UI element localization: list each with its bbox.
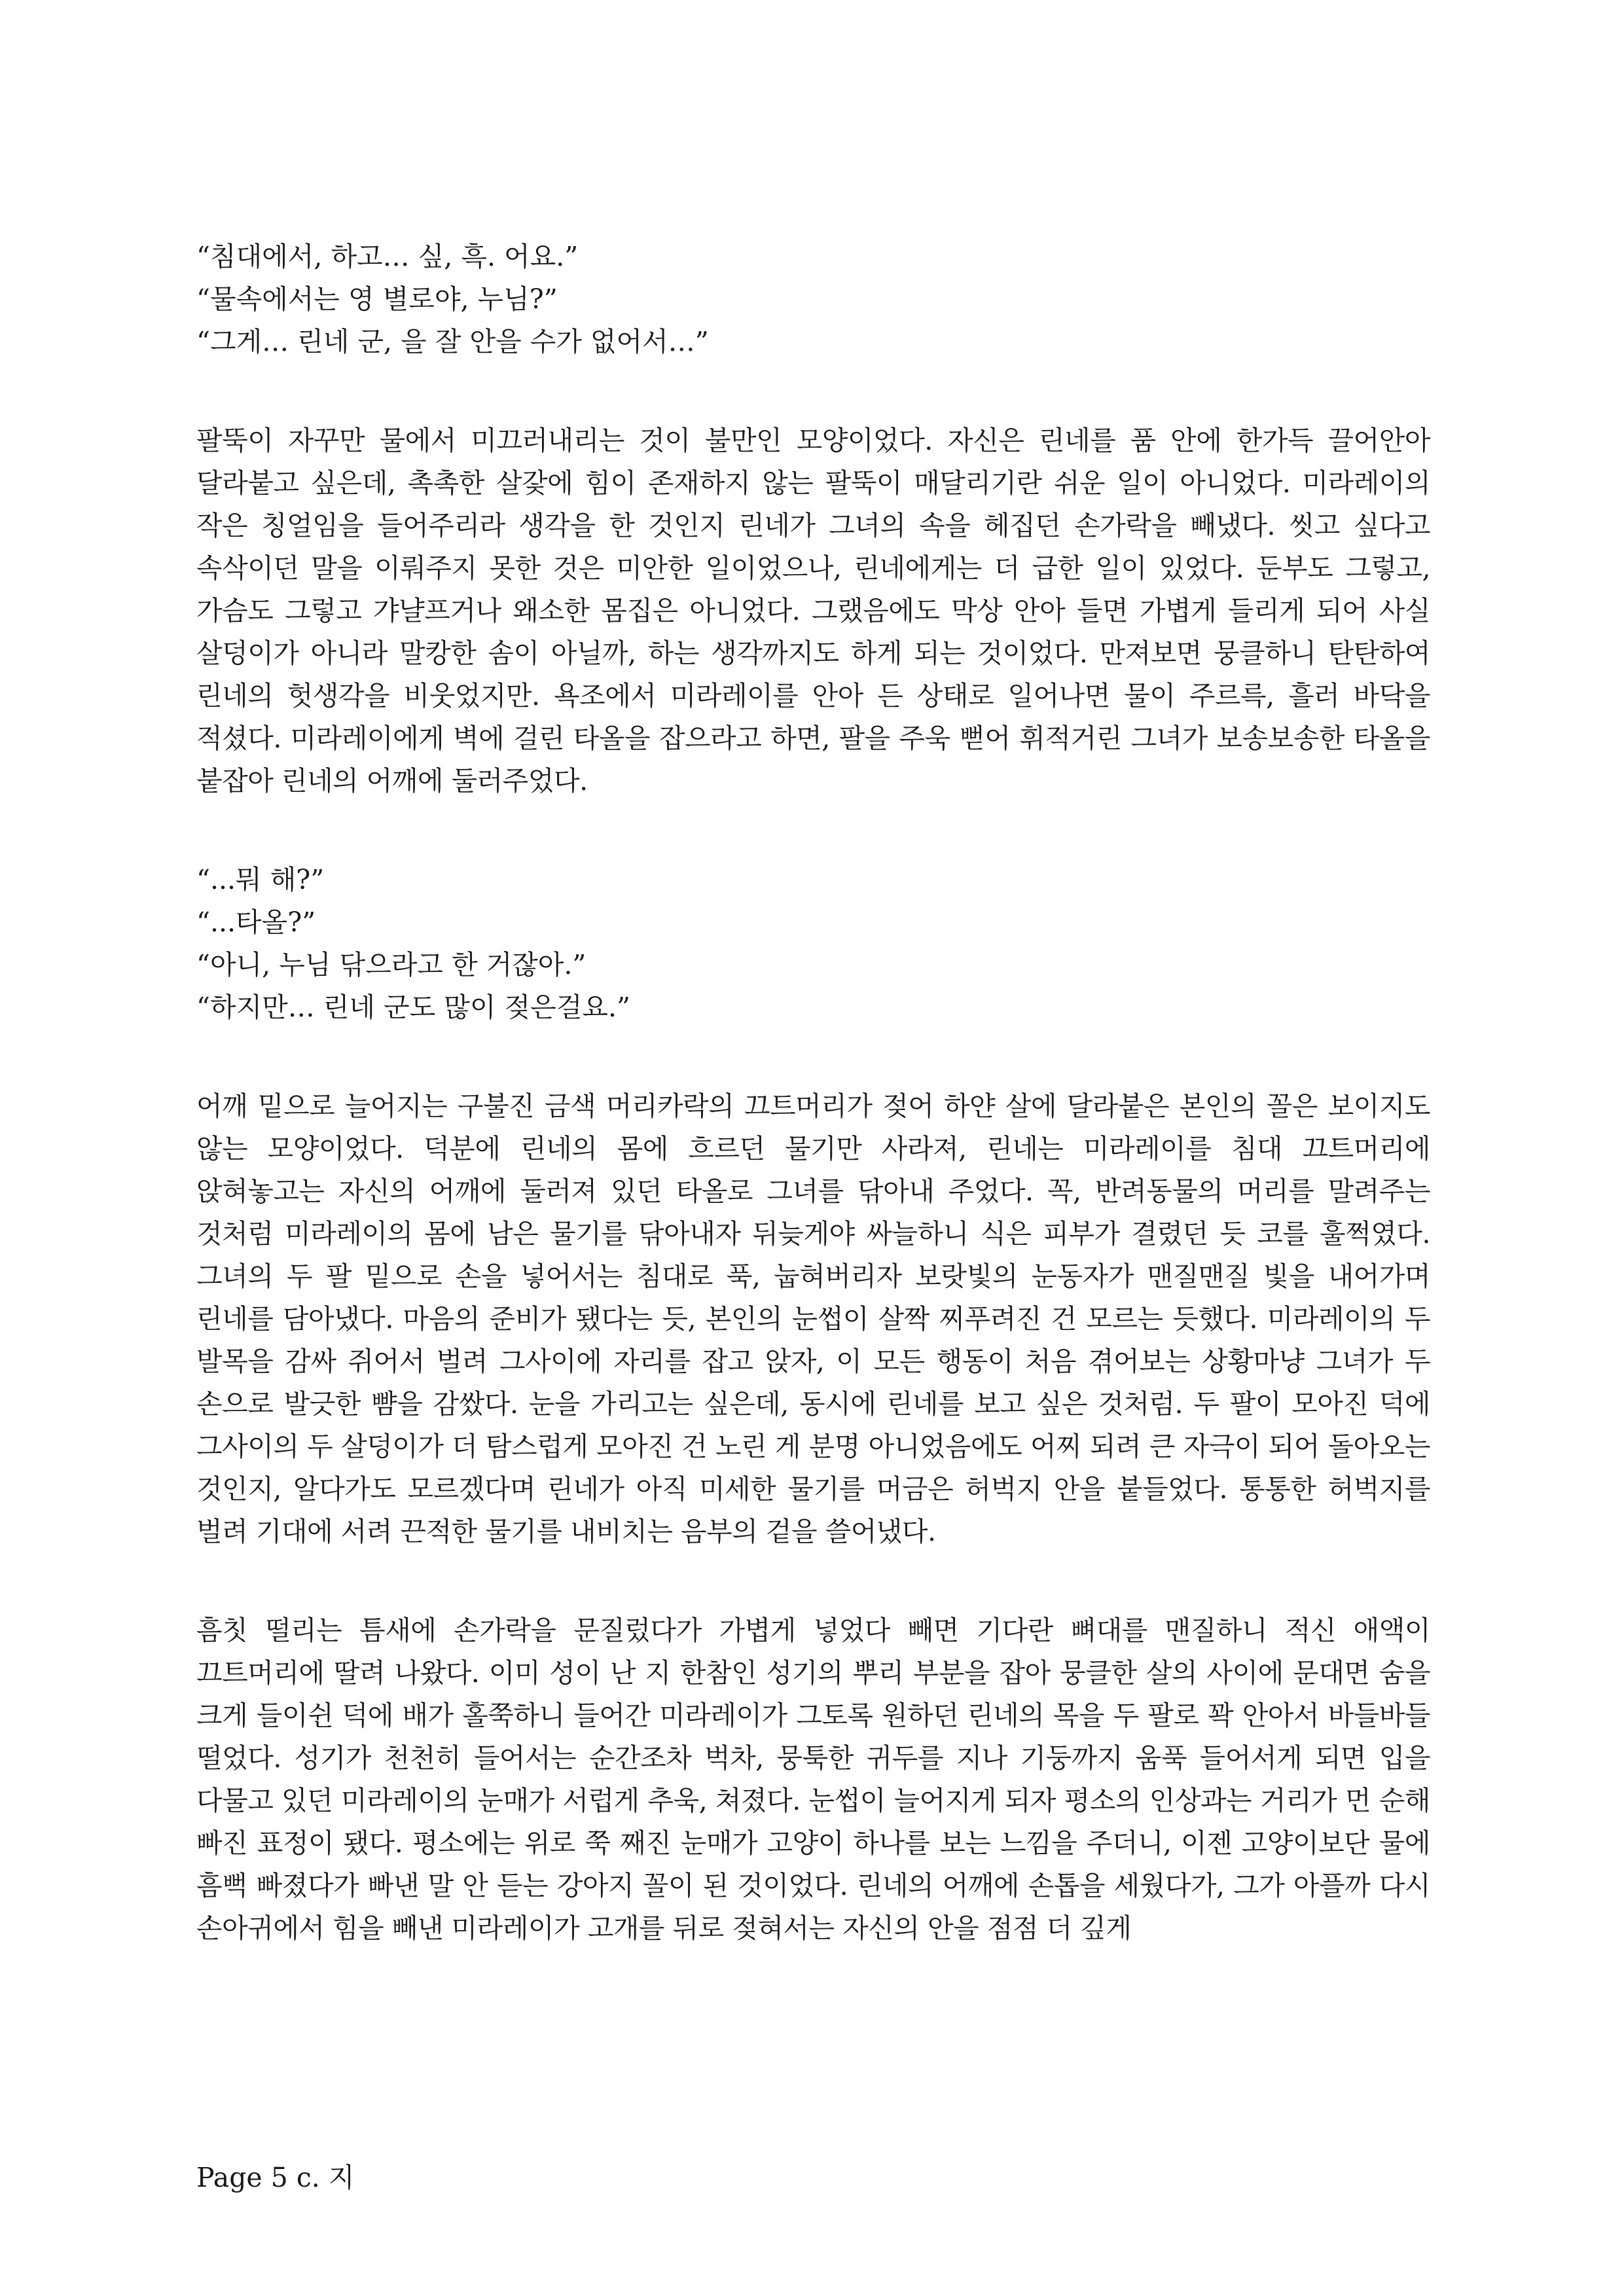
paragraph: 팔뚝이 자꾸만 물에서 미끄러내리는 것이 불만인 모양이었다. 자신은 린네를 품 안에 한가득 끌어안아 달라붙고 싶은데, 촉촉한 살갗에 힘이 존재하지 않는 팔뚝이 매달리기란 쉬운 일이 아니었다. 미라레이의 작은 칭얼임을 들어주리라 생각을 한 것인지 린네가 그녀의 속을 헤집던 손가락을 빼냈다. 씻고 싶다고 속삭이던 말을 이뤄주지 못한 것은 미안한 일이었으나, 린네에게는 더 급한 일이 있었다. 둔부도 그렇고, 가슴도 그렇고 갸냘프거나 왜소한 몸집은 아니었다. 그랬음에도 막상 안아 들면 가볍게 들리게 되어 사실 살덩이가 아니라 말캉한 솜이 아닐까, 하는 생각까지도 하게 되는 것이었다. 만져보면 뭉클하니 탄탄하여 린네의 헛생각을 비웃었지만. 욕조에서 미라레이를 안아 든 상태로 일어나면 물이 주르륵, 흘러 바닥을 적셨다. 미라레이에게 벽에 걸린 타올을 잡으라고 하면, 팔을 주욱 뻗어 휘적거린 그녀가 보송보송한 타올을 붙잡아 린네의 어깨에 둘러주었다. (196, 425, 1430, 797)
paragraph-gap (196, 363, 1430, 420)
dialogue-line: “...뭐 해?” (196, 864, 325, 895)
dialogue-line: “...타올?” (196, 906, 316, 938)
dialogue-line: “아니, 누님 닦으라고 한 거잖아.” (196, 949, 586, 980)
paragraph: 흠칫 떨리는 틈새에 손가락을 문질렀다가 가볍게 넣었다 빼면 기다란 뼈대를 맨질하니 적신 애액이 끄트머리에 딸려 나왔다. 이미 성이 난 지 한참인 성기의 뿌리 부분을 잡아 뭉클한 살의 사이에 문대면 숨을 크게 들이쉰 덕에 배가 홀쭉하니 들어간 미라레이가 그토록 원하던 린네의 목을 두 팔로 꽉 안아서 바들바들 떨었다. 성기가 천천히 들어서는 순간조차 벅차, 뭉툭한 귀두를 지나 기둥까지 움푹 들어서게 되면 입을 다물고 있던 미라레이의 눈매가 서럽게 추욱, 쳐졌다. 눈썹이 늘어지게 되자 평소의 인상과는 거리가 먼 순해 빠진 표정이 됐다. 평소에는 위로 쭉 째진 눈매가 고양이 하나를 보는 느낌을 주더니, 이젠 고양이보단 물에 흠뻑 빠졌다가 빠낸 말 안 듣는 강아지 꼴이 된 것이었다. 린네의 어깨에 손톱을 세웠다가, 그가 아플까 다시 손아귀에서 힘을 빼낸 미라레이가 고개를 뒤로 젖혀서는 자신의 안을 점점 더 깊게 (196, 1615, 1430, 1944)
dialogue-line: “그게… 린네 군, 을 잘 안을 수가 없어서…” (196, 326, 709, 357)
dialogue-line: “하지만… 린네 군도 많이 젖은걸요.” (196, 992, 630, 1023)
paragraph-gap (196, 1553, 1430, 1609)
paragraph-gap (196, 802, 1430, 859)
document-body (196, 236, 1430, 1950)
paragraph-gap (196, 1029, 1430, 1085)
dialogue-line: “침대에서, 하고… 싶, 흑. 어요.” (196, 241, 579, 272)
page-footer: Page 5 c. 지 (196, 2162, 355, 2193)
dialogue-line: “물속에서는 영 별로야, 누님?” (196, 283, 558, 315)
paragraph: 어깨 밑으로 늘어지는 구불진 금색 머리카락의 끄트머리가 젖어 하얀 살에 달라붙은 본인의 꼴은 보이지도 않는 모양이었다. 덕분에 린네의 몸에 흐르던 물기만 사라져, 린네는 미라레이를 침대 끄트머리에 앉혀놓고는 자신의 어깨에 둘러져 있던 타올로 그녀를 닦아내 주었다. 꼭, 반려동물의 머리를 말려주는 것처럼 미라레이의 몸에 남은 물기를 닦아내자 뒤늦게야 싸늘하니 식은 피부가 결렸던 듯 코를 훌쩍였다. 그녀의 두 팔 밑으로 손을 넣어서는 침대로 푹, 눕혀버리자 보랏빛의 눈동자가 맨질맨질 빛을 내어가며 린네를 담아냈다. 마음의 준비가 됐다는 듯, 본인의 눈썹이 살짝 찌푸려진 건 모르는 듯했다. 미라레이의 두 발목을 감싸 쥐어서 벌려 그사이에 자리를 잡고 앉자, 이 모든 행동이 처음 겪어보는 상황마냥 그녀가 두 손으로 발긋한 뺨을 감쌌다. 눈을 가리고는 싶은데, 동시에 린네를 보고 싶은 것처럼. 두 팔이 모아진 덕에 그사이의 두 살덩이가 더 탐스럽게 모아진 건 노린 게 분명 아니었음에도 어찌 되려 큰 자극이 되어 돌아오는 것인지, 알다가도 모르겠다며 린네가 아직 미세한 물기를 머금은 허벅지 안을 붙들었다. 통통한 허벅지를 벌려 기대에 서려 끈적한 물기를 내비치는 음부의 겉을 쓸어냈다. (196, 1090, 1430, 1547)
